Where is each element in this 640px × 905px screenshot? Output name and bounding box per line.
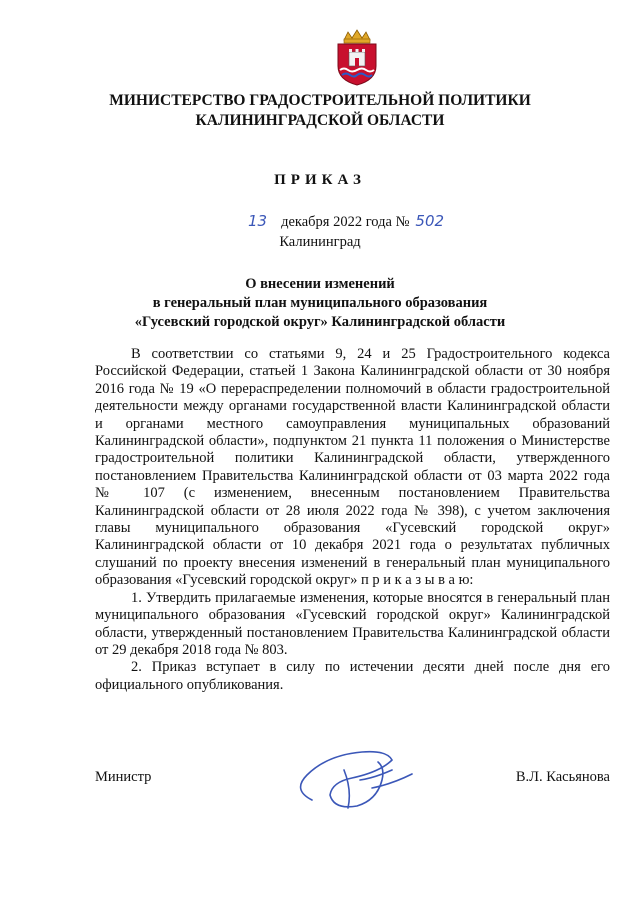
order-date-text: декабря 2022 года №	[281, 214, 410, 230]
ministry-name-line1: МИНИСТЕРСТВО ГРАДОСТРОИТЕЛЬНОЙ ПОЛИТИКИ	[109, 92, 531, 109]
signer-name: В.Л. Касьянова	[515, 769, 610, 785]
order-city: Калининград	[279, 234, 361, 250]
order-body	[95, 346, 610, 694]
subject-line2: в генеральный план муниципального образования	[152, 295, 488, 311]
order-date-line	[248, 212, 444, 231]
coat-of-arms-icon	[330, 28, 384, 86]
handwritten-day: 13	[248, 212, 268, 230]
body-paragraph-item2: 2. Приказ вступает в силу по истечении десяти дней после дня его официального опубликования.	[95, 659, 610, 693]
order-title: ПРИКАЗ	[274, 172, 366, 188]
ministry-name-line2: КАЛИНИНГРАДСКОЙ ОБЛАСТИ	[195, 112, 445, 129]
subject-line1: О внесении изменений	[245, 276, 395, 292]
body-paragraph-item1: 1. Утвердить прилагаемые изменения, которые вносятся в генеральный план муниципального образования «Гусевский городской округ» Калининградской области, утвержденный постановлением Правительства Калининградской области от 29 декабря 2018 года № 803.	[95, 589, 610, 658]
subject-line3: «Гусевский городской округ» Калининградской области	[134, 314, 506, 330]
body-paragraph-preamble: В соответствии со статьями 9, 24 и 25 Градостроительного кодекса Российской Федерации, статьей 1 Закона Калининградской области от 30 ноября 2016 года № 19 «О перераспределении полномочий в области градостроительной деятельности между органами государственной власти Калининградской области и органами местного самоуправления муниципальных образований Калининградской области», подпунктом 21 пункта 11 положения о Министерстве градостроительной политики Калининградской области, утвержденного постановлением Правительства Калининградской области от 03 марта 2022 года № 107 (с изменением, внесенным постановлением Правительства Калининградской области от 28 июля 2022 года № 398), с учетом заключения главы муниципального образования «Гусевский городской округ» Калининградской области от 10 декабря 2021 года о результатах публичных слушаний по проекту внесения изменений в генеральный план муниципального образования «Гусевский городской округ» п р и к а з ы в а ю:	[95, 346, 610, 589]
handwritten-signature	[282, 740, 427, 818]
handwritten-order-number: 502	[415, 212, 445, 230]
signer-position: Министр	[95, 769, 152, 785]
